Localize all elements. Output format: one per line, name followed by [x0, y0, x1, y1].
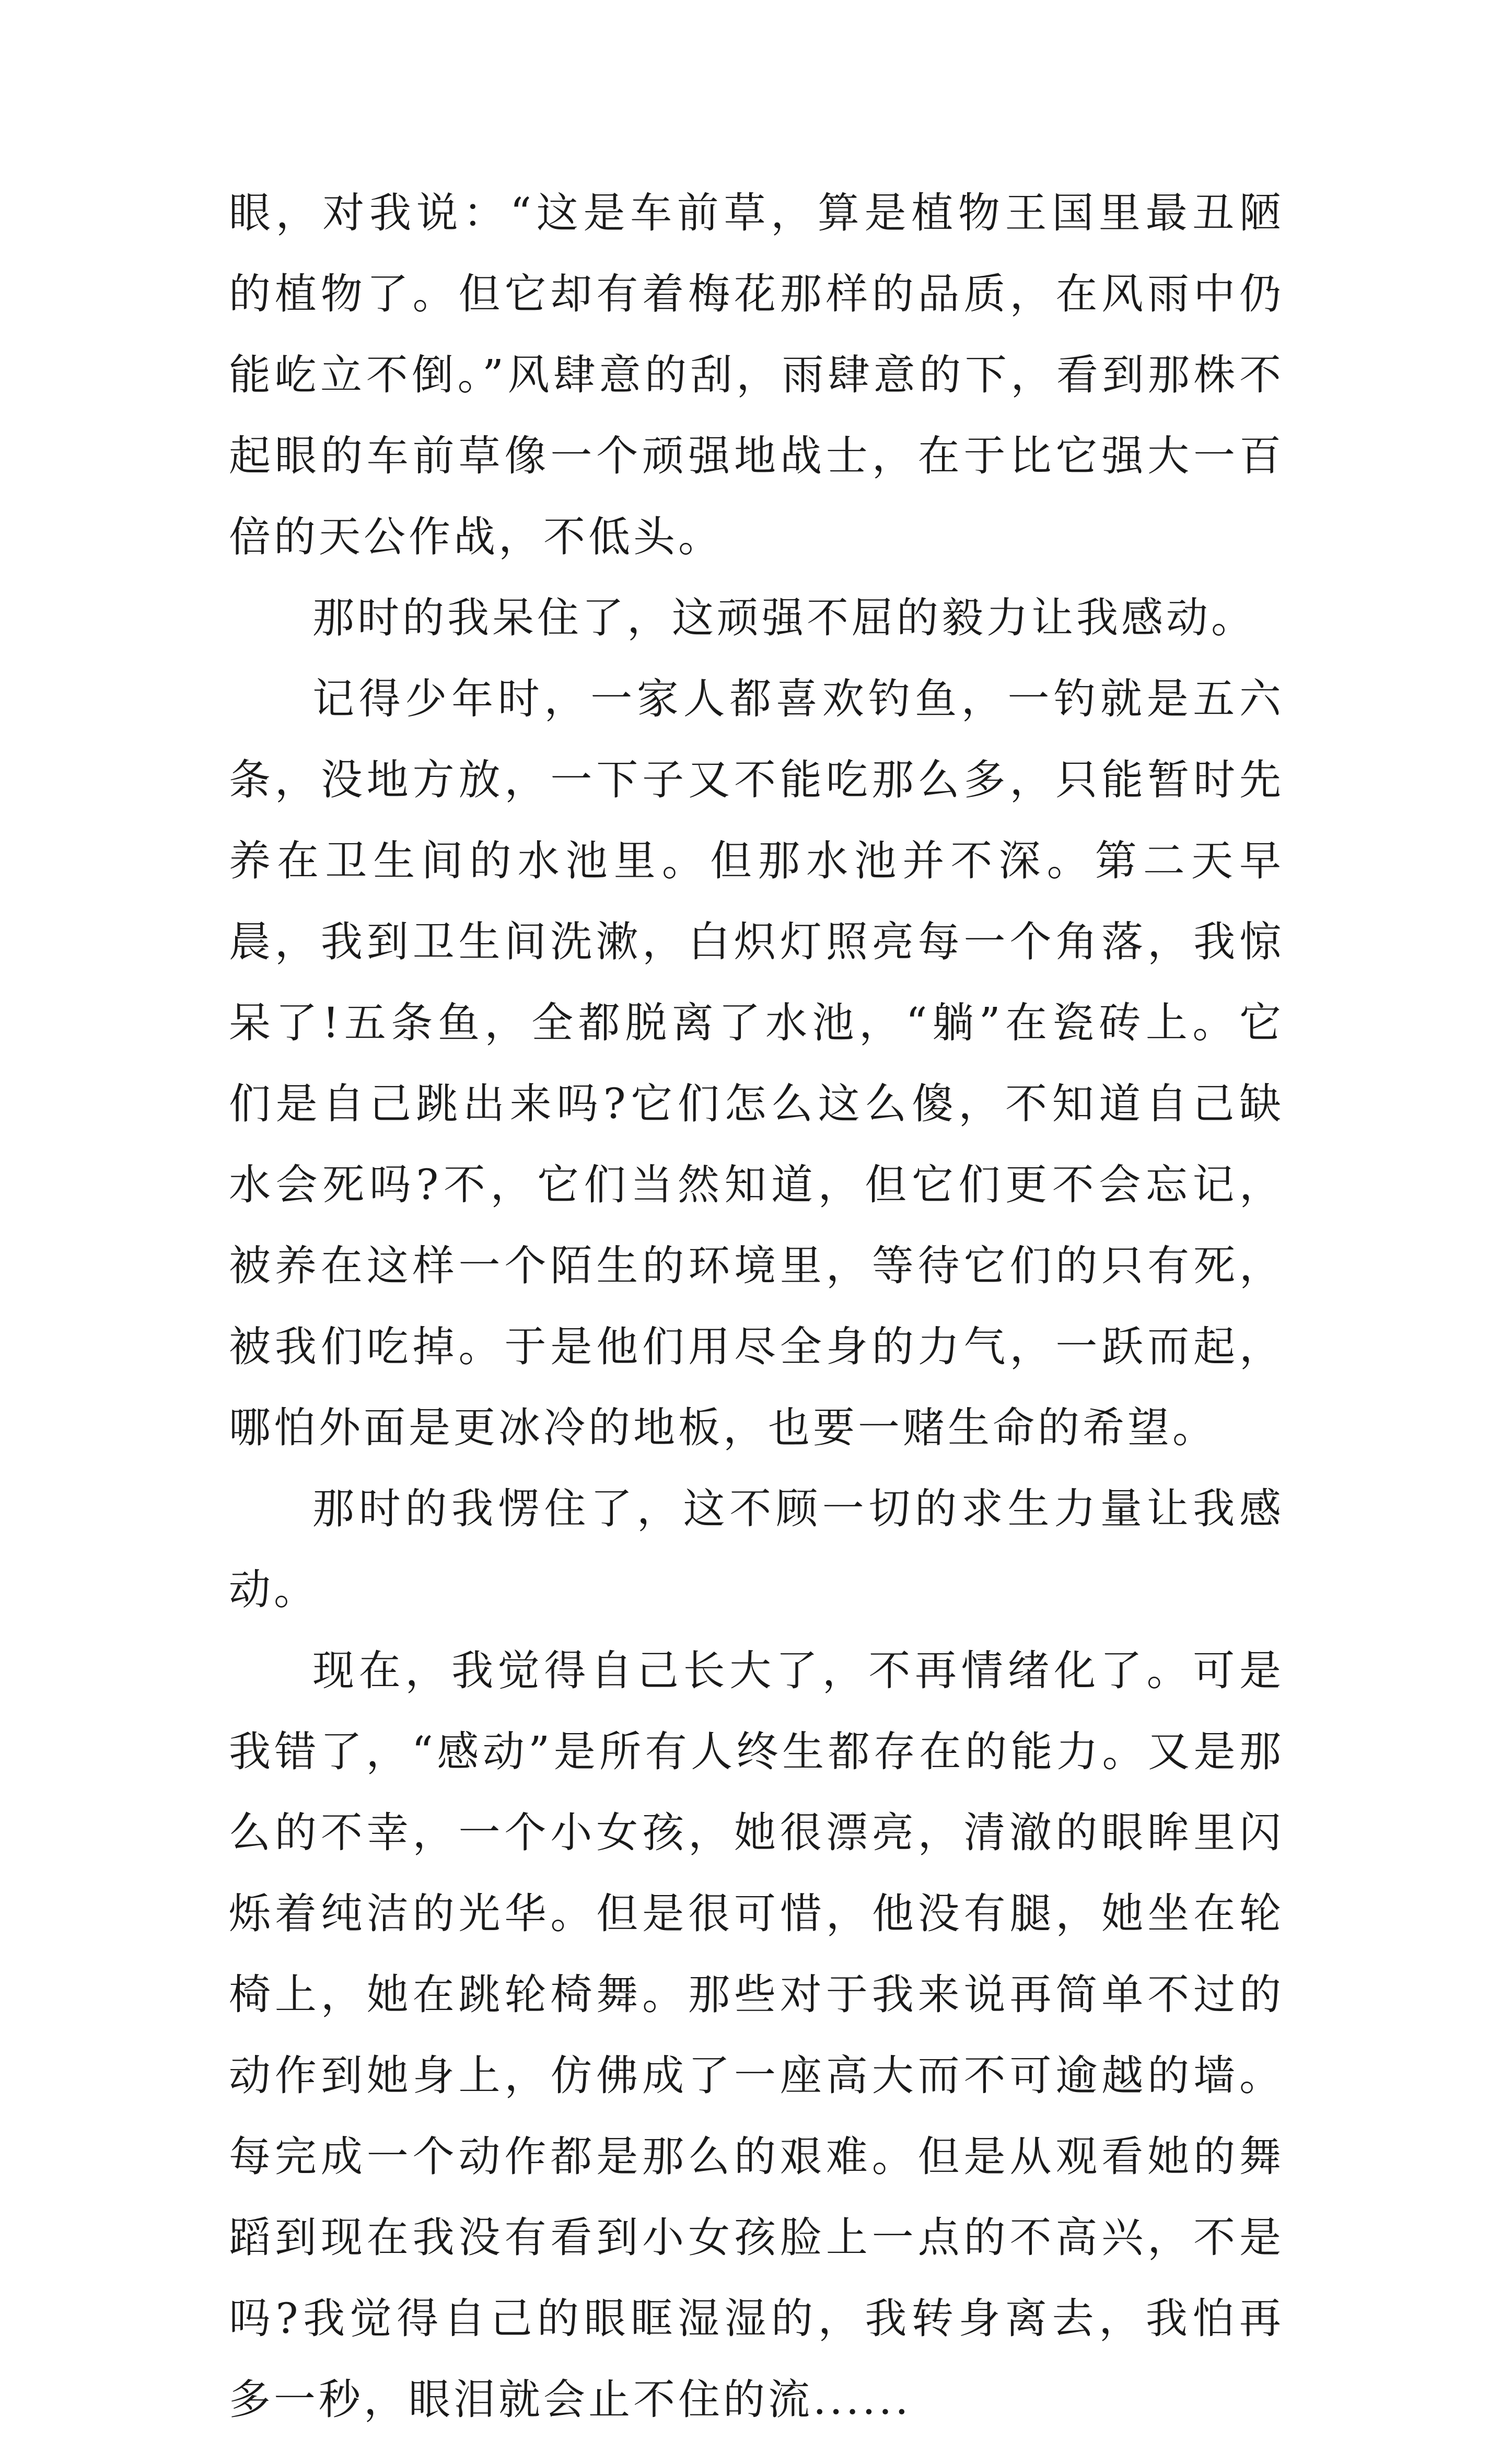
paragraph-1: 眼，对我说：“这是车前草，算是植物王国里最丑陋的植物了。但它却有着梅花那样的品质，在风雨中仍能屹立不倒。”风肆意的刮，雨肆意的下，看到那株不起眼的车前草像一个顽强地战士，在于比它强大一百倍的天公作战，不低头。 [229, 189, 1284, 561]
paragraph-2: 那时的我呆住了，这顽强不屈的毅力让我感动。 [312, 594, 1256, 642]
paragraph-5: 现在，我觉得自己长大了，不再情绪化了。可是我错了，“感动”是所有人终生都存在的能力。又是那么的不幸，一个小女孩，她很漂亮，清澈的眼眸里闪烁着纯洁的光华。但是很可惜，他没有腿，她坐在轮椅上，她在跳轮椅舞。那些对于我来说再简单不过的动作到她身上，仿佛成了一座高大而不可逾越的墙。每完成一个动作都是那么的艰难。但是从观看她的舞蹈到现在我没有看到小女孩脸上一点的不高兴，不是吗?我觉得自己的眼眶湿湿的，我转身离去，我怕再多一秒，眼泪就会止不住的流...... [229, 1646, 1284, 2424]
document-body [229, 172, 1284, 2440]
paragraph-3: 记得少年时，一家人都喜欢钓鱼，一钓就是五六条，没地方放，一下子又不能吃那么多，只能暂时先养在卫生间的水池里。但那水池并不深。第二天早晨，我到卫生间洗漱，白炽灯照亮每一个角落，我惊呆了!五条鱼，全都脱离了水池，“躺”在瓷砖上。它们是自己跳出来吗?它们怎么这么傻，不知道自己缺水会死吗?不，它们当然知道，但它们更不会忘记，被养在这样一个陌生的环境里，等待它们的只有死，被我们吃掉。于是他们用尽全身的力气，一跃而起，哪怕外面是更冰冷的地板，也要一赌生命的希望。 [229, 675, 1284, 1452]
paragraph-4: 那时的我愣住了，这不顾一切的求生力量让我感动。 [229, 1484, 1284, 1614]
